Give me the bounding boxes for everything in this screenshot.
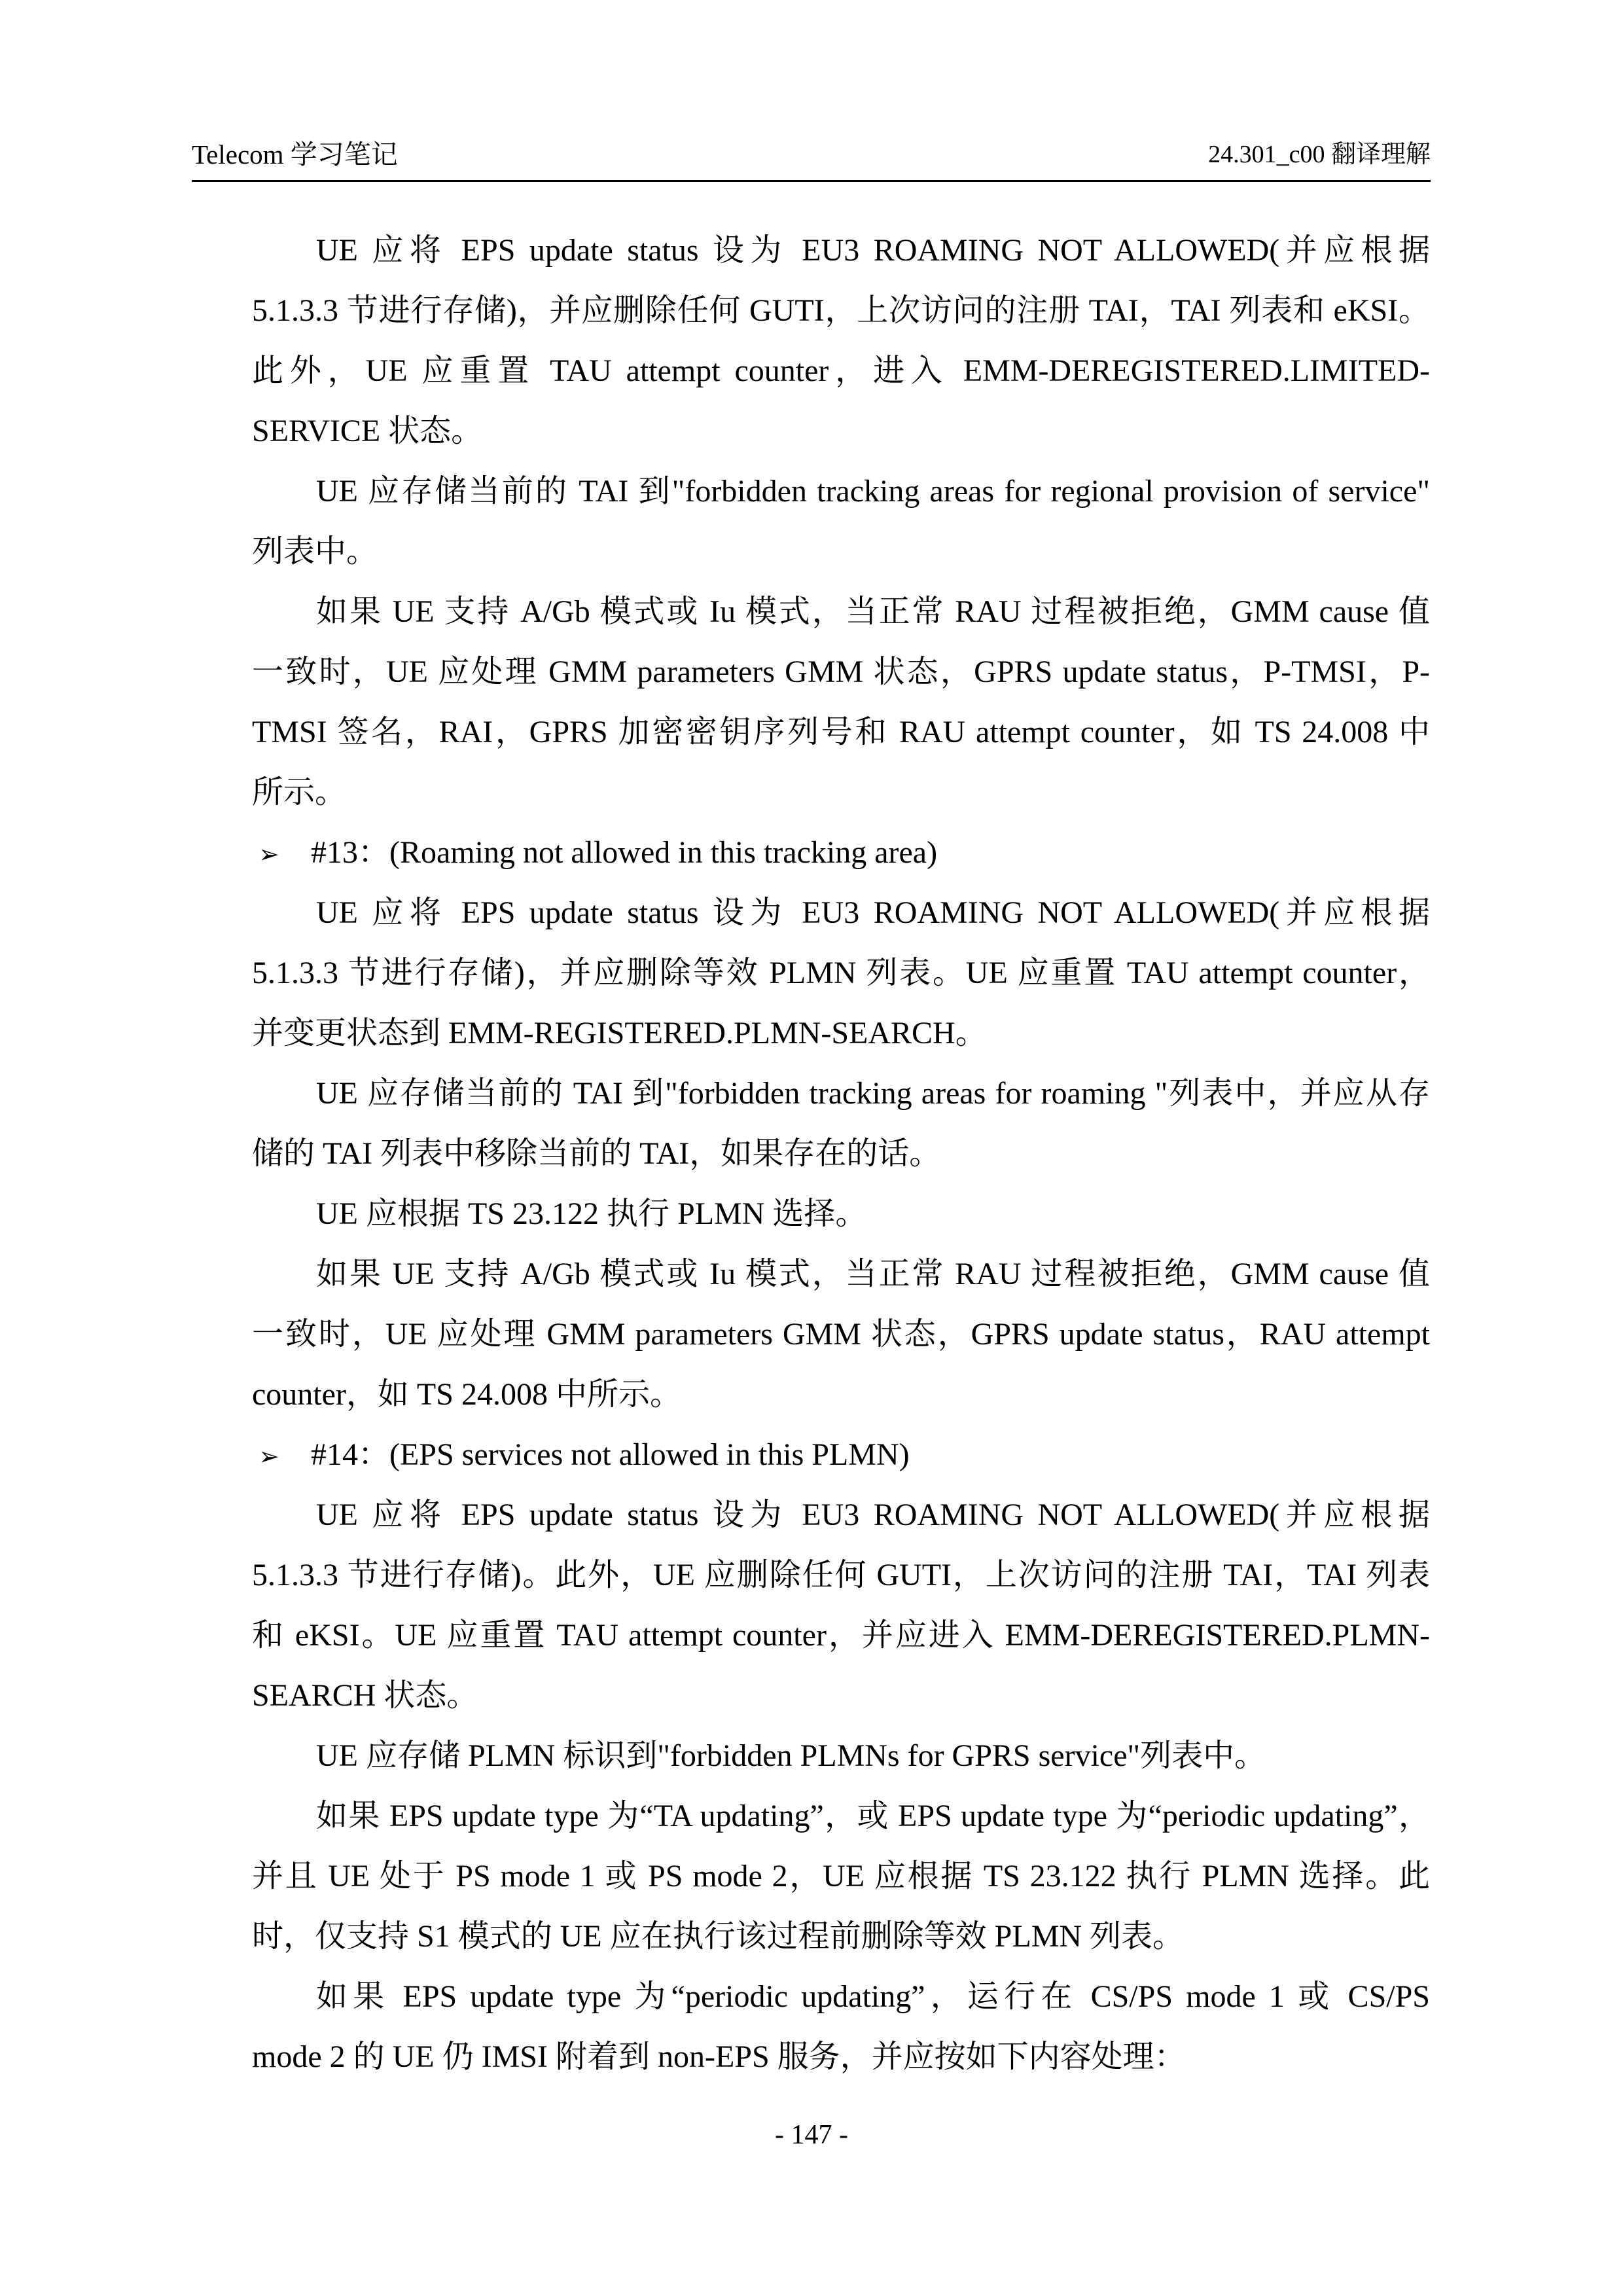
paragraph-line: UE 应将 EPS update status 设为 EU3 ROAMING NOT ALLOWED(并应根据 [316,895,1430,930]
paragraph-line: UE 应根据 TS 23.122 执行 PLMN 选择。 [316,1196,867,1231]
paragraph-line: 5.1.3.3 节进行存储)，并应删除任何 GUTI，上次访问的注册 TAI，TAI 列表和 eKSI。 [252,293,1430,328]
paragraph-line: mode 2 的 UE 仍 IMSI 附着到 non-EPS 服务，并应按如下内容处理： [252,2039,1186,2074]
paragraph-line: 此外，UE 应重置 TAU attempt counter，进入 EMM-DEREGISTERED.LIMITED- [252,353,1430,388]
paragraph-line: 如果 UE 支持 A/Gb 模式或 Iu 模式，当正常 RAU 过程被拒绝，GMM cause 值 [316,1257,1430,1291]
paragraph-line: 一致时，UE 应处理 GMM parameters GMM 状态，GPRS update status，P-TMSI，P- [252,655,1430,689]
paragraph-line: 如果 EPS update type 为“TA updating”，或 EPS update type 为“periodic updating”， [316,1799,1430,1833]
cause-14-bullet [259,1425,910,1485]
paragraph-line: 并变更状态到 EMM-REGISTERED.PLMN-SEARCH。 [252,1016,987,1050]
paragraph-line: SEARCH 状态。 [252,1678,478,1713]
paragraph-line: 如果 UE 支持 A/Gb 模式或 Iu 模式，当正常 RAU 过程被拒绝，GMM cause 值 [316,594,1430,629]
paragraph-line: UE 应存储当前的 TAI 到"forbidden tracking areas for regional provision of service" [316,474,1430,509]
paragraph-line: 储的 TAI 列表中移除当前的 TAI，如果存在的话。 [252,1136,941,1171]
paragraph-line: UE 应将 EPS update status 设为 EU3 ROAMING NOT ALLOWED(并应根据 [316,233,1430,268]
cause-13-title: #13：(Roaming not allowed in this tracking area) [311,835,938,870]
arrow-bullet-icon: ➢ [259,1443,279,1471]
paragraph-line: 5.1.3.3 节进行存储)，并应删除等效 PLMN 列表。UE 应重置 TAU attempt counter， [252,956,1430,990]
paragraph-line: UE 应存储当前的 TAI 到"forbidden tracking areas for roaming "列表中，并应从存 [316,1076,1430,1111]
paragraph-line: 和 eKSI。UE 应重置 TAU attempt counter，并应进入 EMM-DEREGISTERED.PLMN- [252,1618,1430,1653]
paragraph-line: 如果 EPS update type 为“periodic updating”，运行在 CS/PS mode 1 或 CS/PS [316,1979,1430,2014]
paragraph-line: TMSI 签名，RAI，GPRS 加密密钥序列号和 RAU attempt counter，如 TS 24.008 中 [252,715,1430,749]
paragraph-line: 5.1.3.3 节进行存储)。此外，UE 应删除任何 GUTI，上次访问的注册 TAI，TAI 列表 [252,1558,1430,1592]
paragraph-line: SERVICE 状态。 [252,414,483,448]
paragraph-line: 列表中。 [252,534,378,569]
cause-14-title: #14：(EPS services not allowed in this PLMN) [311,1437,910,1472]
cause-13-bullet [259,823,937,883]
paragraph-line: counter，如 TS 24.008 中所示。 [252,1377,681,1412]
header-doc-id: 24.301_c00 翻译理解 [1208,141,1431,168]
page-header [192,134,1431,182]
paragraph-line: 时，仅支持 S1 模式的 UE 应在执行该过程前删除等效 PLMN 列表。 [252,1919,1185,1954]
paragraph-line: 一致时，UE 应处理 GMM parameters GMM 状态，GPRS update status，RAU attempt [252,1317,1430,1352]
header-title: Telecom 学习笔记 [192,139,398,170]
paragraph-line: 所示。 [252,775,347,810]
paragraph-line: UE 应存储 PLMN 标识到"forbidden PLMNs for GPRS service"列表中。 [316,1738,1266,1773]
arrow-bullet-icon: ➢ [259,841,279,869]
paragraph-line: UE 应将 EPS update status 设为 EU3 ROAMING NOT ALLOWED(并应根据 [316,1498,1430,1532]
page-number: - 147 - [775,2120,848,2150]
paragraph-line: 并且 UE 处于 PS mode 1 或 PS mode 2，UE 应根据 TS 23.122 执行 PLMN 选择。此 [252,1859,1430,1893]
